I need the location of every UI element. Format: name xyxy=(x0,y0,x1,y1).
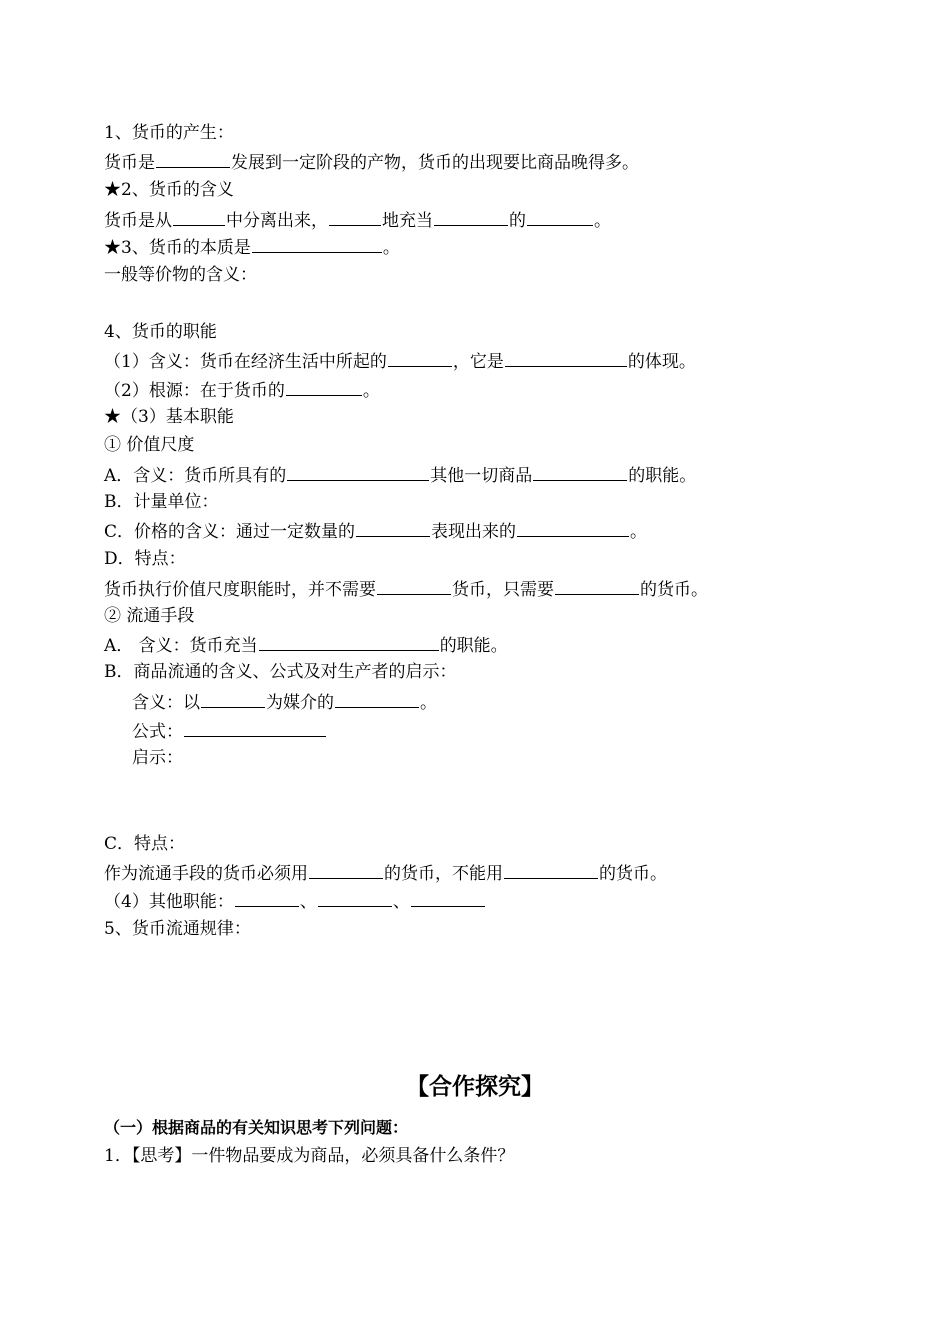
item-4-functions: 4、货币的职能 xyxy=(104,322,217,342)
fill-value-measure-feature: 货币执行价值尺度职能时，并不需要 货币，只需要 的货币。 xyxy=(104,576,708,602)
blank[interactable] xyxy=(533,462,627,481)
value-measure: ① 价值尺度 xyxy=(104,435,195,455)
blank[interactable] xyxy=(388,348,452,367)
blank[interactable] xyxy=(287,462,429,481)
general-equivalent-label: 一般等价物的含义： xyxy=(104,265,257,285)
section-title: 【合作探究】 xyxy=(406,1074,544,1100)
fill-function-meaning: （1）含义：货币在经济生活中所起的 ，它是 的体现。 xyxy=(104,348,696,374)
blank[interactable] xyxy=(184,718,326,737)
blank[interactable] xyxy=(173,207,225,226)
item-1-origin: 1、货币的产生： xyxy=(104,123,234,143)
blank[interactable] xyxy=(318,888,392,907)
blank[interactable] xyxy=(156,149,230,168)
question-1: 1．【思考】一件物品要成为商品，必须具备什么条件？ xyxy=(104,1146,515,1166)
section-subtitle: （一）根据商品的有关知识思考下列问题： xyxy=(104,1118,409,1137)
fill-circulation-definition: 含义：以 为媒介的 。 xyxy=(132,689,437,715)
blank[interactable] xyxy=(259,632,439,651)
basic-functions: ★（3）基本职能 xyxy=(104,407,234,427)
fill-origin: 货币是 发展到一定阶段的产物，货币的出现要比商品晚得多。 xyxy=(104,149,639,175)
fill-circulation-meaning: A． 含义：货币充当 的职能。 xyxy=(104,632,508,658)
blank[interactable] xyxy=(201,689,265,708)
feature-label-c: C．特点： xyxy=(104,834,186,854)
blank[interactable] xyxy=(517,518,629,537)
fill-meaning: 货币是从 中分离出来， 地充当 的 。 xyxy=(104,207,611,233)
blank[interactable] xyxy=(235,888,299,907)
blank[interactable] xyxy=(252,234,382,253)
feature-label: D．特点： xyxy=(104,549,186,569)
blank[interactable] xyxy=(505,348,627,367)
blank[interactable] xyxy=(434,207,508,226)
fill-price-meaning: C．价格的含义：通过一定数量的 表现出来的 。 xyxy=(104,518,647,544)
blank[interactable] xyxy=(555,576,639,595)
enlightenment-label: 启示： xyxy=(132,748,183,768)
item-5-circulation-law: 5、货币流通规律： xyxy=(104,919,251,939)
fill-other-functions: （4）其他职能： 、 、 xyxy=(104,888,486,914)
fill-function-root: （2）根源：在于货币的 。 xyxy=(104,377,380,403)
blank[interactable] xyxy=(329,207,381,226)
blank[interactable] xyxy=(411,888,485,907)
blank[interactable] xyxy=(286,377,362,396)
fill-value-measure-meaning: A．含义：货币所具有的 其他一切商品 的职能。 xyxy=(104,462,696,488)
unit-of-account: B．计量单位： xyxy=(104,492,219,512)
blank[interactable] xyxy=(309,860,383,879)
fill-formula: 公式： xyxy=(132,718,327,744)
blank[interactable] xyxy=(527,207,593,226)
fill-circulation-feature: 作为流通手段的货币必须用 的货币，不能用 的货币。 xyxy=(104,860,667,886)
blank[interactable] xyxy=(377,576,451,595)
blank[interactable] xyxy=(335,689,419,708)
blank[interactable] xyxy=(356,518,430,537)
blank[interactable] xyxy=(504,860,598,879)
commodity-circulation: B．商品流通的含义、公式及对生产者的启示： xyxy=(104,662,457,682)
item-3-essence: ★3、货币的本质是 。 xyxy=(104,234,400,260)
circulation-means: ② 流通手段 xyxy=(104,606,195,626)
item-2-meaning: ★2、货币的含义 xyxy=(104,180,234,200)
